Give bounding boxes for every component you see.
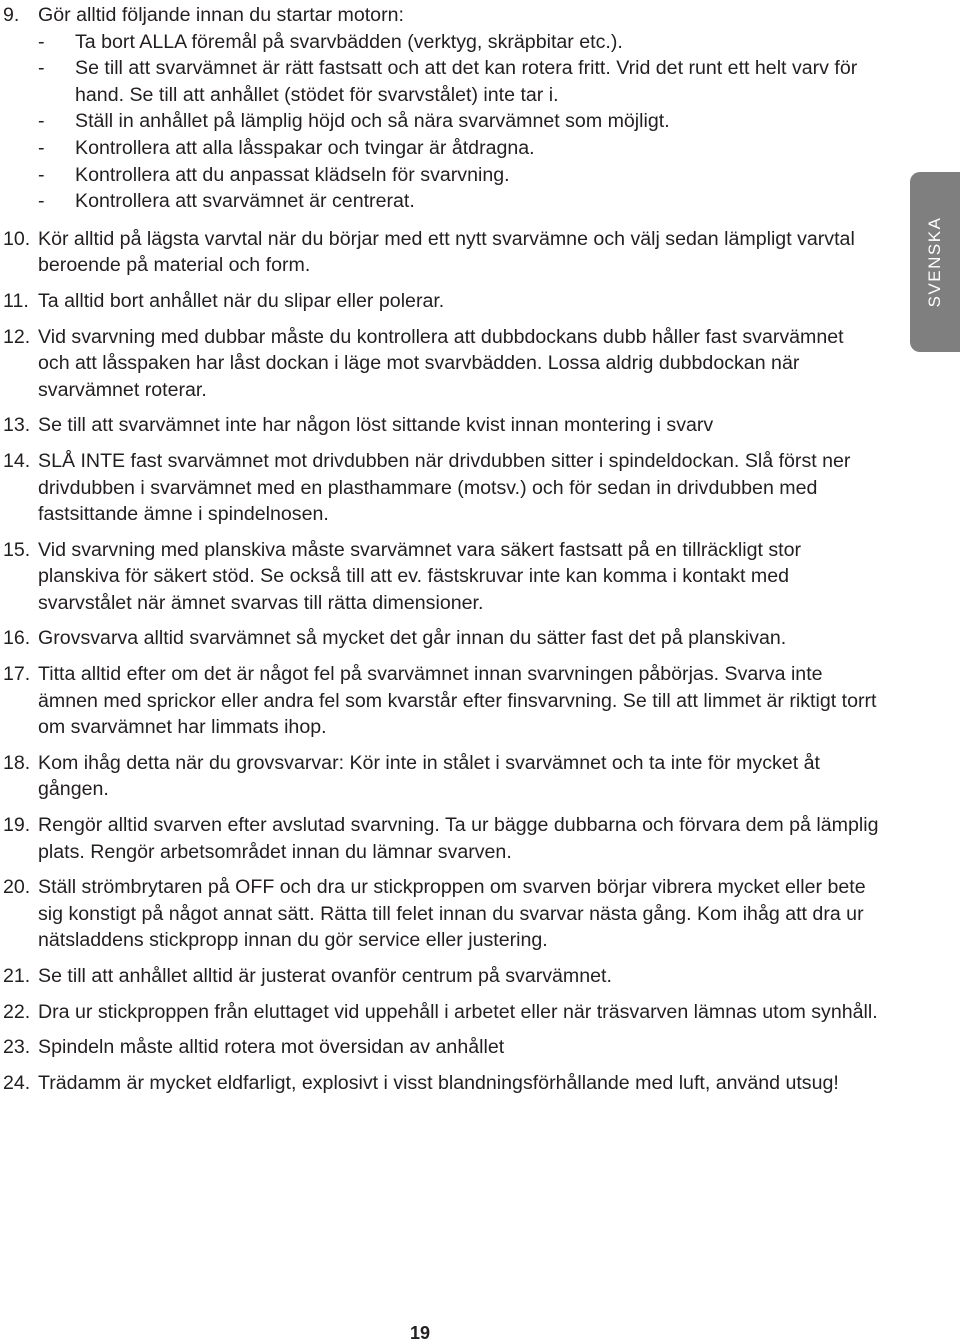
item-number: 13. bbox=[3, 414, 31, 437]
list-item-16 bbox=[0, 625, 880, 652]
language-tab-label: SVENSKA bbox=[925, 216, 944, 308]
item-number: 22. bbox=[3, 1000, 31, 1023]
item-text: Gör alltid följande innan du startar motorn: bbox=[38, 4, 404, 26]
item-text: Ställ strömbrytaren på OFF och dra ur stickproppen om svarven börjar vibrera mycket eller bete sig konstigt på något annat sätt. Rätta till felet innan du svarvar nästa gång. Kom ihåg att dra ur nätsladdens stickpropp innan du gör service eller justering. bbox=[38, 876, 866, 952]
list-item-19 bbox=[0, 812, 880, 865]
item-text: Se till att anhållet alltid är justerat ovanför centrum på svarvämnet. bbox=[38, 965, 612, 987]
item-number: 20. bbox=[3, 876, 31, 899]
item-number: 23. bbox=[3, 1036, 31, 1059]
item-text: Se till att svarvämnet inte har någon löst sittande kvist innan montering i svarv bbox=[38, 414, 714, 437]
item-text: Trädamm är mycket eldfarligt, explosivt i visst blandningsförhållande med luft, använd utsug! bbox=[38, 1071, 839, 1094]
dash-bullet: - bbox=[38, 163, 45, 186]
list-item-20 bbox=[0, 874, 880, 954]
list-item-17 bbox=[0, 661, 880, 741]
item-text: Vid svarvning med dubbar måste du kontrollera att dubbdockans dubb håller fast svarvämnet och att låsspaken har låst dockan i läge mot svarvbädden. Lossa aldrig dubbdockan när svarvämnet roterar. bbox=[38, 325, 844, 401]
list-item-15 bbox=[0, 537, 880, 617]
item-number: 12. bbox=[3, 325, 31, 348]
item-text: Rengör alltid svarven efter avslutad svarvning. Ta ur bägge dubbarna och förvara dem på lämplig plats. Rengör arbetsområdet innan du lämnar svarven. bbox=[38, 814, 879, 863]
list-item-18 bbox=[0, 750, 880, 803]
item-number: 11. bbox=[3, 289, 29, 312]
item-number: 18. bbox=[3, 751, 31, 774]
item-number: 24. bbox=[3, 1071, 31, 1094]
item-number: 10. bbox=[3, 227, 31, 250]
sub-item-text: Kontrollera att alla låsspakar och tvingar är åtdragna. bbox=[75, 136, 535, 159]
sub-item-text: Kontrollera att du anpassat klädseln för svarvning. bbox=[75, 163, 510, 186]
dash-bullet: - bbox=[38, 57, 45, 80]
sub-item bbox=[38, 55, 880, 108]
list-item-22 bbox=[0, 999, 880, 1026]
item-text: Spindeln måste alltid rotera mot översidan av anhållet bbox=[38, 1036, 505, 1059]
list-item-23 bbox=[0, 1034, 880, 1061]
list-item-9 bbox=[0, 2, 880, 215]
page-number: 19 bbox=[409, 1323, 431, 1343]
item-text: Kom ihåg detta när du grovsvarvar: Kör inte in stålet i svarvämnet och ta inte för mycket åt gången. bbox=[38, 751, 820, 801]
dash-bullet: - bbox=[38, 110, 45, 133]
sub-item-text: Ta bort ALLA föremål på svarvbädden (verktyg, skräpbitar etc.). bbox=[75, 30, 623, 53]
item-number: 16. bbox=[3, 627, 31, 650]
item-text: SLÅ INTE fast svarvämnet mot drivdubben när drivdubben sitter i spindeldockan. Slå först ner drivdubben i svarvämnet med en plasthammare (motsv.) och för sedan in drivdubben med fastsittande ämne i spindelnosen. bbox=[38, 449, 851, 526]
item-text: Kör alltid på lägsta varvtal när du börjar med ett nytt svarvämne och välj sedan lämpligt varvtal beroende på material och form. bbox=[38, 227, 855, 277]
dash-bullet: - bbox=[38, 30, 45, 53]
item-text: Titta alltid efter om det är något fel på svarvämnet innan svarvningen påbörjas. Svarva inte ämnen med sprickor eller andra fel som kvarstår efter finsvarvning. Se till att limmet är riktigt torrt om svarvämnet har limmats ihop. bbox=[38, 663, 877, 739]
sub-item bbox=[38, 188, 880, 215]
list-item-14 bbox=[0, 448, 880, 528]
sub-item-text: Se till att svarvämnet är rätt fastsatt och att det kan rotera fritt. Vrid det runt ett helt varv för hand. Se till att anhållet (stödet för svarvstålet) inte tar i. bbox=[75, 57, 858, 106]
item-number: 19. bbox=[3, 814, 31, 837]
instruction-list bbox=[0, 2, 880, 1096]
item-text: Ta alltid bort anhållet när du slipar eller polerar. bbox=[38, 289, 445, 312]
language-tab bbox=[910, 172, 960, 352]
item-number: 17. bbox=[3, 663, 31, 686]
list-item-11 bbox=[0, 288, 880, 315]
item-number: 9. bbox=[3, 4, 20, 26]
sub-item-text: Kontrollera att svarvämnet är centrerat. bbox=[75, 190, 415, 213]
item-text: Grovsvarva alltid svarvämnet så mycket det går innan du sätter fast det på planskivan. bbox=[38, 627, 787, 650]
list-item-13 bbox=[0, 412, 880, 439]
item-number: 21. bbox=[3, 965, 31, 987]
list-item-10 bbox=[0, 226, 880, 279]
sub-item bbox=[38, 108, 880, 135]
item-text: Dra ur stickproppen från eluttaget vid uppehåll i arbetet eller när träsvarven lämnas utom synhåll. bbox=[38, 1000, 878, 1023]
list-item-12 bbox=[0, 324, 880, 404]
item-number: 14. bbox=[3, 449, 31, 472]
dash-bullet: - bbox=[38, 136, 45, 159]
sub-item bbox=[38, 29, 880, 56]
sub-item bbox=[38, 162, 880, 189]
dash-bullet: - bbox=[38, 190, 45, 213]
sub-item-text: Ställ in anhållet på lämplig höjd och så nära svarvämnet som möjligt. bbox=[75, 110, 670, 133]
list-item-24 bbox=[0, 1070, 880, 1097]
sub-item bbox=[38, 135, 880, 162]
item-number: 15. bbox=[3, 538, 31, 561]
item-text: Vid svarvning med planskiva måste svarvämnet vara säkert fastsatt på en tillräckligt stor planskiva för säkert stöd. Se också till att ev. fästskruvar inte kan komma i kontakt med svarvstålet när ämnet svarvas till rätta dimensioner. bbox=[38, 538, 802, 614]
list-item-21 bbox=[0, 963, 880, 990]
